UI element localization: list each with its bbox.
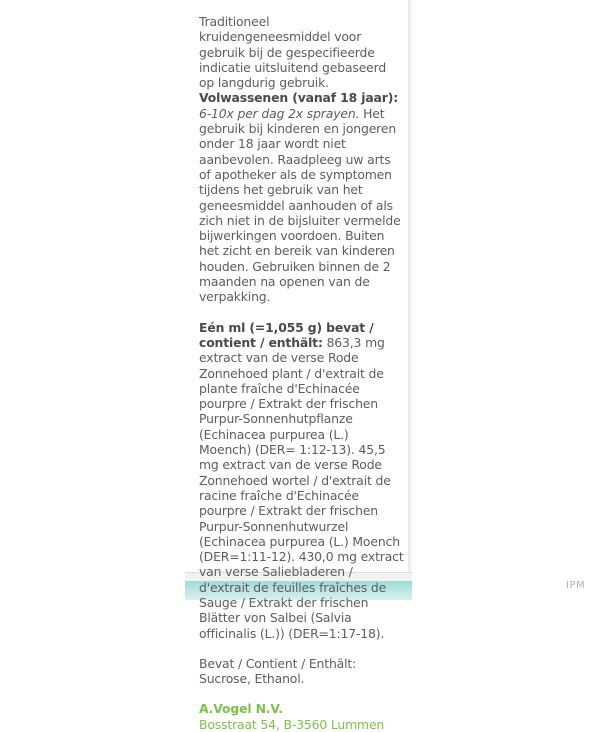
- excipients-label: Bevat / Contient / Enthält:: [199, 655, 357, 671]
- composition-paragraph: [199, 320, 404, 641]
- intro-text: Traditioneel kruidengeneesmiddel voor gebruik bij de gespecifieerde indicatie uitsluitend gebaseerd op langdurig gebruik.: [199, 14, 387, 91]
- dosage-value: 6-10x per dag 2x sprayen.: [199, 105, 360, 121]
- composition-text: 863,3 mg extract van de verse Rode Zonnehoed plant / d'extrait de plante fraîche d'Echinacée pourpre / Extrakt der frischen Purpur-Sonnenhutpflanze (Echinacea purpurea (L.) Moench) (DER= 1:12-13). 45,5 mg extract van de verse Rode Zonnehoed wortel / d'extrait de racine fraîche d'Echinacée pourpre / Extrakt der frischen Purpur-Sonnenhutwurzel (Echinacea purpurea (L.) Moench (DER=1:11-12). 430,0 mg extract van verse Saliebladeren / d'extrait de feuilles fraîches de Sauge / Extrakt der frischen Blätter von Salbei (Salvia officinalis (L.)) (DER=1:17-18).: [199, 334, 404, 641]
- package-edge: [408, 0, 412, 600]
- package-text: [199, 14, 404, 732]
- dosage-paragraph: [199, 90, 404, 304]
- manufacturer-name: A.Vogel N.V.: [199, 701, 283, 717]
- dosage-rest: Het gebruik bij kinderen en jongeren onder 18 jaar wordt niet aanbevolen. Raadpleeg uw arts of apotheker als de symptomen tijdens het gebruik van het geneesmiddel aanhouden of als zich niet in de bijsluiter vermelde bijwerkingen voordoen. Buiten het zicht en bereik van kinderen houden. Gebruiken binnen de 2 maanden na openen van de verpakking.: [199, 105, 401, 305]
- ipm-logo: IPM: [566, 580, 586, 591]
- spacer: [199, 305, 404, 320]
- manufacturer-address: Bosstraat 54, B-3560 Lummen: [199, 716, 385, 732]
- dosage-label: Volwassenen (vanaf 18 jaar):: [199, 90, 399, 106]
- spacer: [199, 686, 404, 701]
- spacer: [199, 641, 404, 656]
- excipients-value: Sucrose, Ethanol.: [199, 671, 305, 687]
- composition-label: Eén ml (=1,055 g) bevat / contient / enthält:: [199, 319, 374, 350]
